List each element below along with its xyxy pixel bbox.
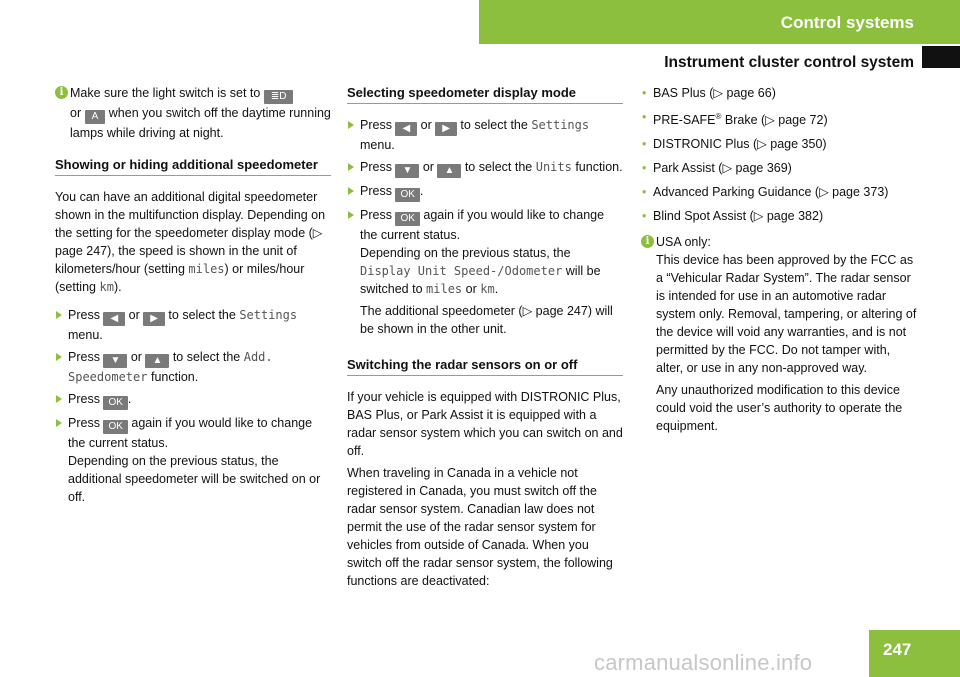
left-key-icon: ◀ xyxy=(103,312,125,326)
list-item: • PRE-SAFE® Brake (▷ page 72) xyxy=(641,108,919,129)
info-note: i Make sure the light switch is set to ≣D or A when you switch off the daytime running lamps while driving at night. xyxy=(55,84,331,142)
section-heading: Showing or hiding additional speedometer xyxy=(55,156,331,176)
ok-key-icon: OK xyxy=(103,396,127,410)
step: Press ◀ or ▶ to select the Settings menu. xyxy=(55,306,331,344)
step: Press OK again if you would like to change the current status. Depending on the previous status, the additional speedometer will be switched on or off. xyxy=(55,414,331,506)
column-1 xyxy=(55,84,331,510)
page-number: 247 xyxy=(883,640,912,659)
column-3 xyxy=(641,84,919,443)
ok-key-icon: OK xyxy=(103,420,127,434)
list-item: • Advanced Parking Guidance (▷ page 373) xyxy=(641,183,919,201)
down-key-icon: ▼ xyxy=(395,164,419,178)
section-tab xyxy=(479,0,960,44)
info-icon: i xyxy=(55,86,68,99)
right-key-icon: ▶ xyxy=(435,122,457,136)
ok-key-icon: OK xyxy=(395,212,419,226)
column-2 xyxy=(347,84,623,594)
auto-light-symbol: A xyxy=(85,110,106,124)
step: Press ◀ or ▶ to select the Settings menu. xyxy=(347,116,623,154)
subsection-title: Instrument cluster control system xyxy=(664,54,914,71)
paragraph: When traveling in Canada in a vehicle not registered in Canada, you must switch off the radar sensor system. Canadian law does not permit the use of the radar sensor system for vehicles from outside of Canada. When you switch off the radar sensor system, the following functions are deactivated: xyxy=(347,466,613,588)
right-key-icon: ▶ xyxy=(143,312,165,326)
watermark: carmanualsonline.info xyxy=(594,650,813,675)
section-title: Control systems xyxy=(780,13,914,32)
list-item: • BAS Plus (▷ page 66) xyxy=(641,84,919,102)
list-item: • DISTRONIC Plus (▷ page 350) xyxy=(641,135,919,153)
list-item: • Blind Spot Assist (▷ page 382) xyxy=(641,207,919,225)
down-key-icon: ▼ xyxy=(103,354,127,368)
left-key-icon: ◀ xyxy=(395,122,417,136)
paragraph: If your vehicle is equipped with DISTRONIC Plus, BAS Plus, or Park Assist it is equipped with a radar sensor system which you can switch on and off. xyxy=(347,390,623,458)
step: Press OK . xyxy=(347,182,623,202)
list-item: • Park Assist (▷ page 369) xyxy=(641,159,919,177)
step: Press OK again if you would like to change the current status. Depending on the previous status, the Display Unit Speed-/Odometer will be switched to miles or km. The additional speedometer (▷ page 247) will be shown in the other unit. xyxy=(347,206,623,338)
section-heading: Selecting speedometer display mode xyxy=(347,84,623,104)
step: Press ▼ or ▲ to select the Add. Speedometer function. xyxy=(55,348,331,386)
ok-key-icon: OK xyxy=(395,188,419,202)
page-number-tab xyxy=(869,630,960,677)
info-icon: i xyxy=(641,235,654,248)
up-key-icon: ▲ xyxy=(145,354,169,368)
step: Press OK . xyxy=(55,390,331,410)
section-heading: Switching the radar sensors on or off xyxy=(347,356,623,376)
step: Press ▼ or ▲ to select the Units function. xyxy=(347,158,623,178)
up-key-icon: ▲ xyxy=(437,164,461,178)
info-note: i USA only: This device has been approved by the FCC as a “Vehicular Radar System”. The radar sensor is intended for use in an automotive radar system only. Removal, tampering, or altering of the device will void any warranties, and is not permitted by the FCC. Do not tamper with, alter, or use in any non-approved way. Any unauthorized modification to this device could void the user’s authority to operate the equipment. xyxy=(641,233,919,435)
light-switch-symbol: ≣D xyxy=(264,90,294,104)
black-marker xyxy=(922,46,960,68)
paragraph: You can have an additional digital speedometer shown in the multifunction display. Depending on the setting for the speedometer display mode (▷ page 247), the speed is shown in the unit of kilometers/hour (setting miles) or miles/hour (setting km). xyxy=(55,190,326,294)
